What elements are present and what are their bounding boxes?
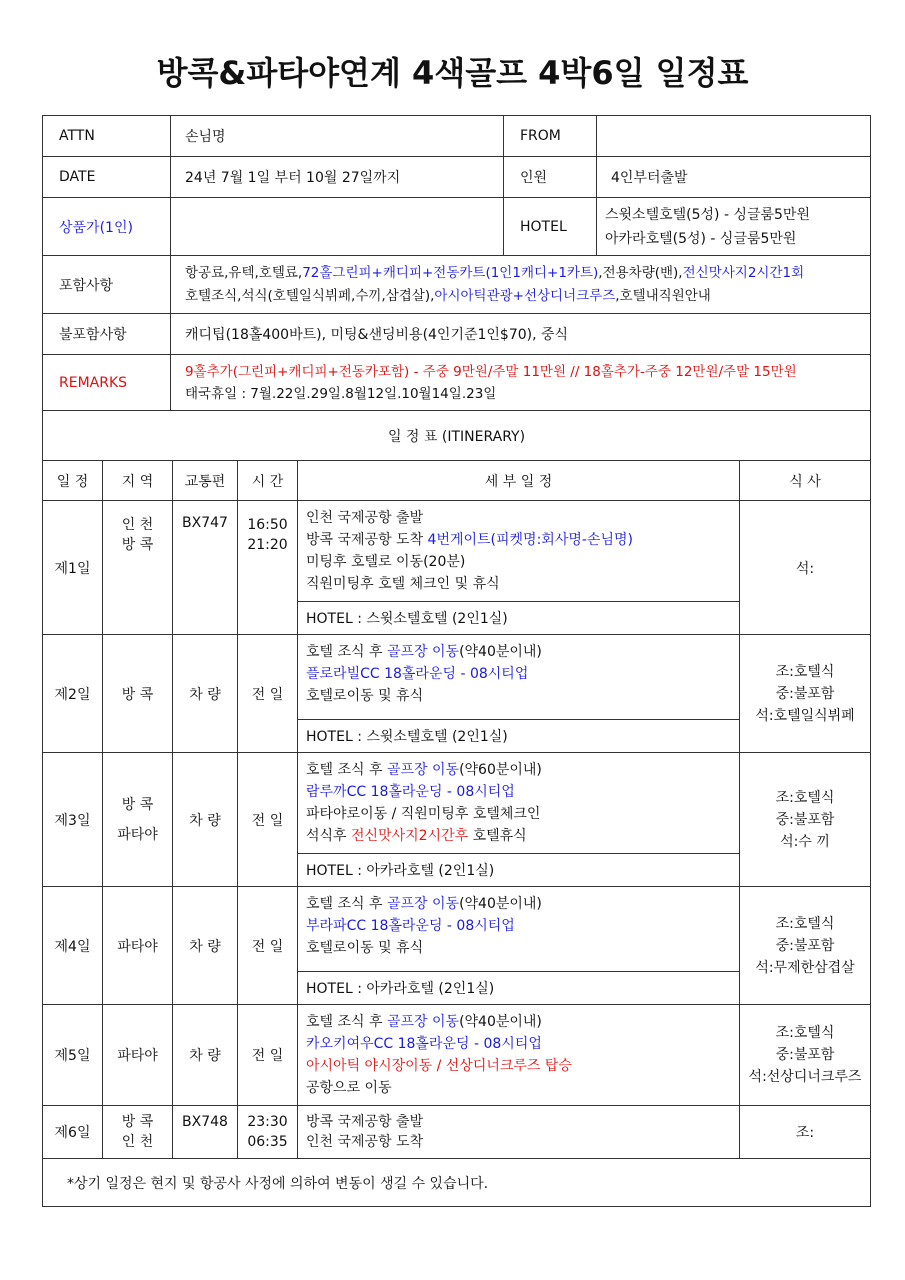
detail-highlight: 전신맛사지2시간후: [351, 828, 469, 844]
detail-highlight: 부라파CC 18홀라운딩 - 08시티업: [306, 918, 515, 934]
region: [103, 1106, 173, 1159]
detail-line: 석식후: [306, 828, 352, 844]
day-label: 제4일: [43, 887, 103, 1005]
price-row: [43, 198, 871, 256]
included-text-highlight: 전신맛사지2시간1회: [682, 264, 805, 281]
day-label: 제3일: [43, 753, 103, 887]
region: 파타야: [103, 887, 173, 1005]
detail-line: (약40분이내): [459, 896, 542, 912]
remarks-line: 9홀추가(그린피+캐디피+전동카포함) - 주중 9만원/주말 11만원 // 18홀추가-주중 12만원/주말 15만원: [185, 363, 797, 380]
detail-line: 호텔로이동 및 휴식: [306, 688, 424, 704]
column-header: 교통편: [173, 461, 238, 501]
people-value: 4인부터출발: [597, 157, 871, 198]
meal: 석:무제한삼겹살: [755, 959, 855, 976]
time-value: 23:30: [247, 1114, 288, 1130]
detail-highlight: 4번게이트(피켓명:회사명-손님명): [427, 532, 633, 548]
attn-row: [43, 116, 871, 157]
included-text-highlight: 아시아틱관광+선상디너크루즈: [434, 287, 616, 304]
included-text: 항공료,유텍,호텔료,: [185, 264, 303, 281]
transport: BX748: [173, 1106, 238, 1159]
hotel-line: 아카라호텔(5성) - 싱글룸5만원: [605, 230, 797, 247]
date-row: [43, 157, 871, 198]
detail-line: (약60분이내): [459, 762, 542, 778]
detail-line: 공항으로 이동: [306, 1080, 392, 1096]
column-header: 식 사: [740, 461, 871, 501]
hotel-list: [597, 198, 871, 256]
detail-schedule: [298, 753, 740, 854]
price-value: [171, 198, 504, 256]
time-value: 06:35: [247, 1134, 288, 1150]
meals: [740, 1106, 871, 1159]
hotel-info: HOTEL : 아카라호텔 (2인1실): [298, 972, 740, 1005]
included-value: [171, 256, 871, 314]
transport: BX747: [173, 501, 238, 635]
detail-highlight: 플로라빌CC 18홀라운딩 - 08시티업: [306, 666, 529, 682]
included-row: [43, 256, 871, 314]
detail-line: 파타야로이동 / 직원미팅후 호텔체크인: [306, 806, 541, 822]
detail-line: 직원미팅후 호텔 체크인 및 휴식: [306, 576, 500, 592]
transport: 차 량: [173, 635, 238, 753]
remarks-line: 태국휴일 : 7월.22일.29일.8월12일.10월14일.23일: [185, 385, 497, 402]
detail-highlight: 골프장 이동: [386, 896, 460, 912]
detail-highlight: 람루까CC 18홀라운딩 - 08시티업: [306, 784, 515, 800]
detail-line: 호텔휴식: [468, 828, 527, 844]
meal: 중:불포함: [775, 1047, 835, 1063]
meal: 조:호텔식: [775, 663, 835, 680]
detail-highlight: 골프장 이동: [386, 1014, 460, 1030]
from-value: [597, 116, 871, 157]
day-label: 제6일: [43, 1106, 103, 1159]
transport: 차 량: [173, 887, 238, 1005]
time: 전 일: [238, 635, 298, 753]
remarks-label: REMARKS: [43, 355, 171, 411]
detail-line: 호텔 조식 후: [306, 1014, 387, 1030]
region-name: 인 천: [121, 517, 154, 533]
region: [103, 753, 173, 887]
detail-highlight: 아시아틱 야시장이동 / 선상디너크루즈 탑승: [306, 1058, 572, 1074]
time-value: 21:20: [247, 537, 288, 553]
detail-line: 인천 국제공항 도착: [306, 1134, 424, 1150]
meal: 석:선상디너크루즈: [748, 1069, 862, 1085]
detail-schedule: [298, 635, 740, 720]
excluded-value: 캐디팁(18홀400바트), 미팅&샌딩비용(4인기준1인$70), 중식: [171, 314, 871, 355]
date-label: DATE: [43, 157, 171, 198]
itinerary-header-row: [43, 461, 871, 501]
detail-schedule: [298, 501, 740, 602]
day-row: [43, 887, 871, 972]
region: 방 콕: [103, 635, 173, 753]
itinerary-table: [42, 410, 871, 1207]
included-text: ,전용차량(밴),: [598, 264, 683, 281]
attn-value: 손님명: [171, 116, 504, 157]
time: [238, 1106, 298, 1159]
included-label: 포함사항: [43, 256, 171, 314]
day-row: [43, 1106, 871, 1159]
detail-highlight: 골프장 이동: [386, 762, 460, 778]
hotel-info: HOTEL : 아카라호텔 (2인1실): [298, 854, 740, 887]
detail-line: 호텔로이동 및 휴식: [306, 940, 424, 956]
transport: 차 량: [173, 753, 238, 887]
column-header: 세 부 일 정: [298, 461, 740, 501]
detail-schedule: [298, 887, 740, 972]
meals: [740, 501, 871, 635]
region-name: 방 콕: [121, 796, 154, 813]
meals: [740, 635, 871, 753]
hotel-label: HOTEL: [504, 198, 597, 256]
meals: [740, 753, 871, 887]
meal: 조:: [795, 1125, 815, 1141]
detail-line: 호텔 조식 후: [306, 896, 387, 912]
attn-label: ATTN: [43, 116, 171, 157]
included-text-highlight: 72홀그린피+캐디피+전동카트(1인1캐디+1카트): [302, 264, 599, 281]
column-header: 시 간: [238, 461, 298, 501]
region: 파타야: [103, 1005, 173, 1106]
hotel-info: HOTEL : 스윗소텔호텔 (2인1실): [298, 720, 740, 753]
remarks-row: [43, 355, 871, 411]
time: 전 일: [238, 1005, 298, 1106]
included-text: 호텔조식,석식(호텔일식뷔페,수끼,삼겹살),: [185, 287, 435, 304]
region-name: 파타야: [117, 826, 158, 843]
day-row: [43, 635, 871, 720]
detail-line: 호텔 조식 후: [306, 644, 387, 660]
date-value: 24년 7월 1일 부터 10월 27일까지: [171, 157, 504, 198]
remarks-value: [171, 355, 871, 411]
footnote: *상기 일정은 현지 및 항공사 사정에 의하여 변동이 생길 수 있습니다.: [43, 1159, 871, 1207]
region-name: 방 콕: [121, 537, 154, 553]
detail-line: 미팅후 호텔로 이동(20분): [306, 554, 466, 570]
day-row: [43, 1005, 871, 1106]
region-name: 인 천: [121, 1134, 154, 1150]
detail-line: 호텔 조식 후: [306, 762, 387, 778]
meal: 조:호텔식: [775, 1025, 835, 1041]
meal: 석:: [795, 560, 815, 577]
region: [103, 501, 173, 635]
detail-line: 인천 국제공항 출발: [306, 510, 424, 526]
day-label: 제5일: [43, 1005, 103, 1106]
day-row: [43, 501, 871, 602]
hotel-info: HOTEL : 스윗소텔호텔 (2인1실): [298, 602, 740, 635]
itinerary-heading: 일 정 표 (ITINERARY): [43, 411, 871, 461]
from-label: FROM: [504, 116, 597, 157]
info-table: [42, 115, 871, 411]
transport: 차 량: [173, 1005, 238, 1106]
detail-highlight: 카오키여우CC 18홀라운딩 - 08시티업: [306, 1036, 542, 1052]
meal: 중:불포함: [775, 685, 835, 702]
meal: 조:호텔식: [775, 915, 835, 932]
column-header: 지 역: [103, 461, 173, 501]
detail-schedule: [298, 1106, 740, 1159]
excluded-label: 불포함사항: [43, 314, 171, 355]
column-header: 일 정: [43, 461, 103, 501]
detail-line: 방콕 국제공항 도착: [306, 532, 428, 548]
time: [238, 501, 298, 635]
detail-line: (약40분이내): [459, 1014, 542, 1030]
hotel-line: 스윗소텔호텔(5성) - 싱글룸5만원: [605, 206, 810, 223]
people-label: 인원: [504, 157, 597, 198]
time: 전 일: [238, 887, 298, 1005]
detail-highlight: 골프장 이동: [386, 644, 460, 660]
meals: [740, 1005, 871, 1106]
excluded-row: [43, 314, 871, 355]
page-title: 방콕&파타야연계 4색골프 4박6일 일정표: [156, 54, 749, 92]
time: 전 일: [238, 753, 298, 887]
meal: 석:호텔일식뷔페: [755, 707, 855, 724]
region-name: 방 콕: [121, 1114, 154, 1130]
detail-schedule: [298, 1005, 740, 1106]
day-label: 제2일: [43, 635, 103, 753]
meals: [740, 887, 871, 1005]
detail-line: (약40분이내): [459, 644, 542, 660]
meal: 석:수 끼: [780, 833, 830, 850]
meal: 중:불포함: [775, 811, 835, 828]
detail-line: 방콕 국제공항 출발: [306, 1114, 424, 1130]
meal: 조:호텔식: [775, 789, 835, 806]
price-label: 상품가(1인): [43, 198, 171, 256]
meal: 중:불포함: [775, 937, 835, 954]
day-label: 제1일: [43, 501, 103, 635]
included-text: ,호텔내직원안내: [615, 287, 711, 304]
day-row: [43, 753, 871, 854]
time-value: 16:50: [247, 517, 288, 533]
